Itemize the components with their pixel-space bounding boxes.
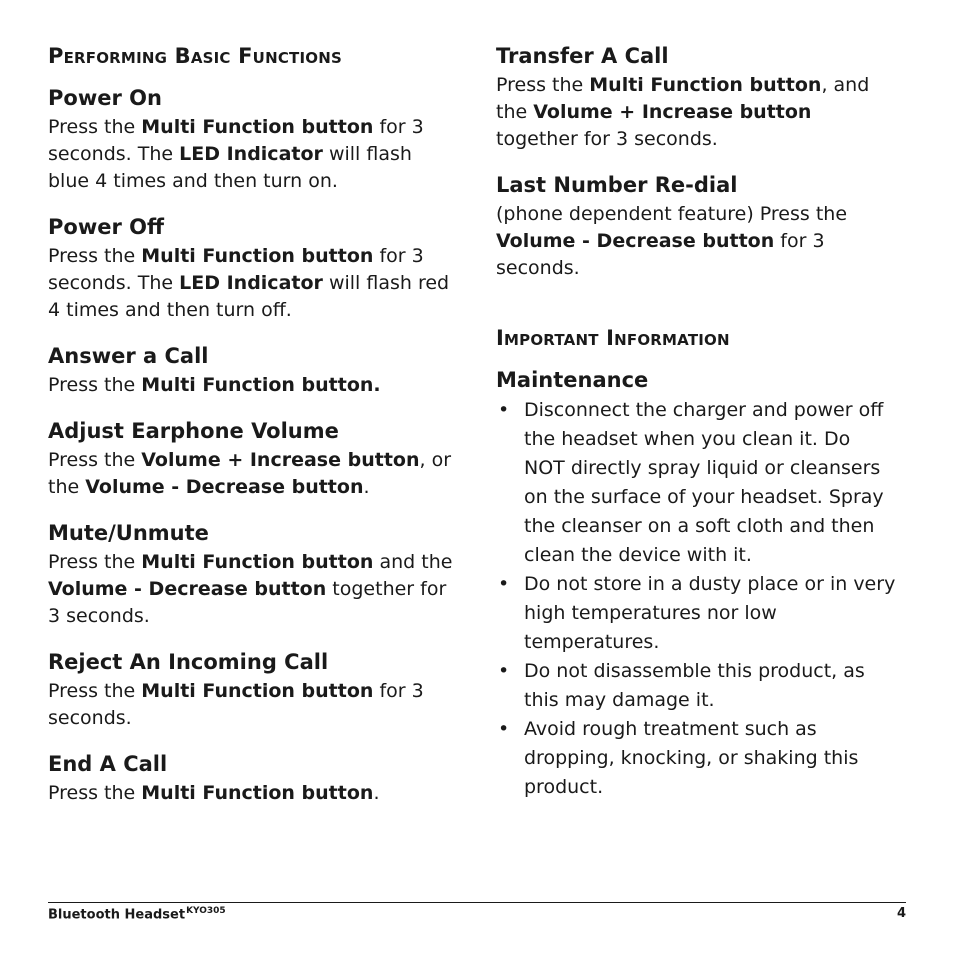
list-item: • Do not store in a dusty place or in very high temperatures nor low temperatures. (496, 570, 896, 657)
section-title-important-information: Important Information (496, 326, 730, 350)
right-column (496, 42, 896, 802)
page-number: 4 (896, 906, 906, 921)
heading-last-number-redial: Last Number Re-dial (496, 173, 738, 197)
paragraph-mute-unmute: Press the Multi Function button and the Volume - Decrease button together for 3 seconds. (48, 551, 453, 627)
heading-adjust-volume: Adjust Earphone Volume (48, 419, 339, 443)
heading-maintenance: Maintenance (496, 368, 649, 392)
paragraph-last-number-redial: (phone dependent feature) Press the Volume - Decrease button for 3 seconds. (496, 203, 848, 279)
maintenance-list (496, 396, 896, 802)
paragraph-power-on: Press the Multi Function button for 3 seconds. The LED Indicator will flash blue 4 times and then turn on. (48, 116, 424, 192)
footer-model: KYO305 (186, 906, 226, 916)
heading-power-on: Power On (48, 86, 162, 110)
list-item: • Avoid rough treatment such as dropping, knocking, or shaking this product. (496, 715, 896, 802)
footer-divider (48, 902, 906, 903)
paragraph-adjust-volume: Press the Volume + Increase button, or the Volume - Decrease button. (48, 449, 451, 498)
heading-transfer-call: Transfer A Call (496, 44, 669, 68)
footer-title: Bluetooth Headset$^{KYO305}$ (48, 906, 226, 923)
heading-end-call: End A Call (48, 752, 168, 776)
list-item: • Do not disassemble this product, as this may damage it. (496, 657, 896, 715)
heading-power-off: Power Off (48, 215, 164, 239)
list-item: • Disconnect the charger and power off the headset when you clean it. Do NOT directly spray liquid or cleansers on the surface of your headset. Spray the cleanser on a soft cloth and then clean the device with it. (496, 396, 896, 570)
paragraph-reject-call: Press the Multi Function button for 3 seconds. (48, 680, 424, 729)
paragraph-end-call: Press the Multi Function button. (48, 782, 380, 804)
left-column (48, 42, 458, 825)
section-title-basic-functions: Performing Basic Functions (48, 44, 342, 68)
paragraph-transfer-call: Press the Multi Function button, and the Volume + Increase button together for 3 seconds. (496, 74, 870, 150)
heading-reject-call: Reject An Incoming Call (48, 650, 329, 674)
paragraph-power-off: Press the Multi Function button for 3 seconds. The LED Indicator will flash red 4 times and then turn off. (48, 245, 450, 321)
heading-answer-call: Answer a Call (48, 344, 209, 368)
paragraph-answer-call: Press the Multi Function button. (48, 374, 381, 396)
heading-mute-unmute: Mute/Unmute (48, 521, 209, 545)
